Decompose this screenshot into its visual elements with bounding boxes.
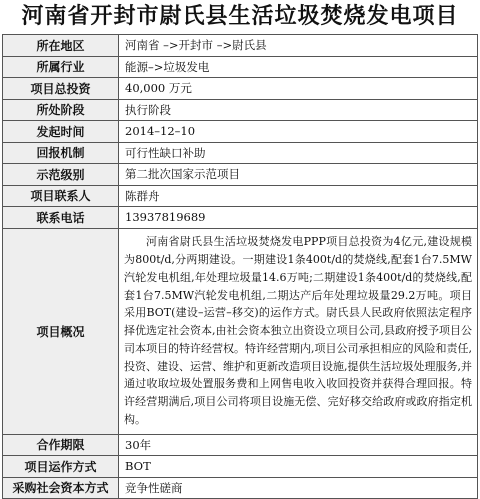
page-title: 河南省开封市尉氏县生活垃圾焚烧发电项目 — [21, 4, 459, 29]
row-value: 30年 — [119, 434, 478, 456]
row-value: 河南省 –>开封市 –>尉氏县 — [119, 35, 478, 57]
row-label: 发起时间 — [3, 121, 119, 143]
row-label: 采购社会资本方式 — [3, 477, 119, 499]
table-row-start-date — [3, 121, 478, 143]
table-row-overview — [3, 228, 478, 434]
row-label: 回报机制 — [3, 142, 119, 164]
table-row-phone — [3, 207, 478, 229]
row-value: 2014–12–10 — [119, 121, 478, 143]
row-label: 所属行业 — [3, 56, 119, 78]
row-value: 竞争性磋商 — [119, 477, 478, 499]
table-row-industry — [3, 56, 478, 78]
project-info-table — [2, 34, 478, 499]
row-label: 项目运作方式 — [3, 456, 119, 478]
row-label: 项目总投资 — [3, 78, 119, 100]
table-row-procurement — [3, 477, 478, 499]
table-row-operation-mode — [3, 456, 478, 478]
table-row-demo-level — [3, 164, 478, 186]
row-label: 所处阶段 — [3, 99, 119, 121]
row-value: 可行性缺口补助 — [119, 142, 478, 164]
project-overview-text: 河南省尉氏县生活垃圾焚烧发电PPP项目总投资为4亿元,建设规模为800t/d,分两期建设。一期建设1条400t/d的焚烧线,配套1台7.5MW汽轮发电机组,年处理垃圾量14.6万吨;二期建设1条400t/d的焚烧线,配套1台7.5MW汽轮发电机组,二期达产后年处理垃圾量29.2万吨。项目采用BOT(建设–运营–移交)的运作方式。尉氏县人民政府依照法定程序择优选定社会资本,由社会资本独立出资设立项目公司,县政府授予项目公司本项目的特许经营权。特许经营期内,项目公司承担相应的风险和责任,投资、建设、运营、维护和更新改造项目设施,提供生活垃圾处理服务,并通过收取垃圾处置服务费和上网售电收入收回投资并获得合理回报。特许经营期满后,项目公司将项目设施无偿、完好移交给政府或政府指定机构。 — [119, 228, 478, 434]
row-label: 项目联系人 — [3, 185, 119, 207]
row-value: 能源–>垃圾发电 — [119, 56, 478, 78]
table-row-contact — [3, 185, 478, 207]
table-row-region — [3, 35, 478, 57]
row-label: 合作期限 — [3, 434, 119, 456]
row-label: 示范级别 — [3, 164, 119, 186]
row-value: BOT — [119, 456, 478, 478]
table-row-stage — [3, 99, 478, 121]
row-label: 联系电话 — [3, 207, 119, 229]
row-value: 执行阶段 — [119, 99, 478, 121]
table-row-investment — [3, 78, 478, 100]
row-value: 40,000 万元 — [119, 78, 478, 100]
row-label: 所在地区 — [3, 35, 119, 57]
row-value: 13937819689 — [119, 207, 478, 229]
row-value: 陈群舟 — [119, 185, 478, 207]
row-value: 第二批次国家示范项目 — [119, 164, 478, 186]
row-label: 项目概况 — [3, 228, 119, 434]
table-row-return-mechanism — [3, 142, 478, 164]
table-row-term — [3, 434, 478, 456]
